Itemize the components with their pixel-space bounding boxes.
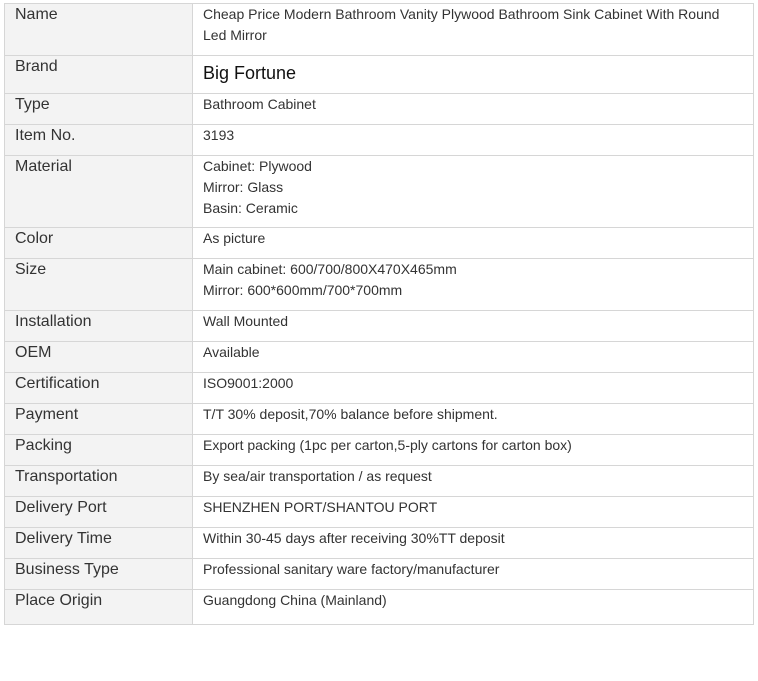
spec-label: OEM	[5, 342, 193, 373]
spec-row-transportation	[5, 466, 754, 497]
spec-value-line: Available	[203, 344, 260, 360]
spec-value-line: Mirror: Glass	[203, 179, 284, 195]
spec-value-line: Within 30-45 days after receiving 30%TT deposit	[203, 530, 505, 546]
spec-value	[193, 94, 754, 125]
spec-value-line: SHENZHEN PORT/SHANTOU PORT	[203, 499, 438, 515]
spec-label: Item No.	[5, 125, 193, 156]
spec-value	[193, 311, 754, 342]
spec-row-delivery-port	[5, 497, 754, 528]
spec-label: Type	[5, 94, 193, 125]
spec-value-line: Mirror: 600*600mm/700*700mm	[203, 282, 403, 298]
spec-label: Name	[5, 4, 193, 56]
spec-label: Material	[5, 156, 193, 228]
spec-value	[193, 4, 754, 56]
spec-value-line: T/T 30% deposit,70% balance before shipment.	[203, 406, 498, 422]
spec-label: Payment	[5, 404, 193, 435]
spec-row-item-no	[5, 125, 754, 156]
spec-value-line: Basin: Ceramic	[203, 200, 298, 216]
spec-label: Business Type	[5, 559, 193, 590]
spec-row-oem	[5, 342, 754, 373]
spec-value	[193, 342, 754, 373]
spec-row-certification	[5, 373, 754, 404]
spec-label: Brand	[5, 56, 193, 94]
spec-value	[193, 528, 754, 559]
spec-value-line: Wall Mounted	[203, 313, 289, 329]
product-spec-table	[4, 3, 754, 625]
spec-value	[193, 125, 754, 156]
spec-value-line: As picture	[203, 230, 266, 246]
spec-label: Transportation	[5, 466, 193, 497]
spec-row-business-type	[5, 559, 754, 590]
spec-value-line: Bathroom Cabinet	[203, 96, 316, 112]
spec-value	[193, 559, 754, 590]
spec-row-place-origin	[5, 590, 754, 625]
spec-label: Color	[5, 228, 193, 259]
spec-row-installation	[5, 311, 754, 342]
spec-row-color	[5, 228, 754, 259]
spec-row-size	[5, 259, 754, 311]
spec-row-packing	[5, 435, 754, 466]
spec-value-line: Cabinet: Plywood	[203, 158, 312, 174]
spec-label: Delivery Time	[5, 528, 193, 559]
spec-value	[193, 156, 754, 228]
spec-row-brand	[5, 56, 754, 94]
spec-row-payment	[5, 404, 754, 435]
spec-label: Packing	[5, 435, 193, 466]
spec-value-line: Cheap Price Modern Bathroom Vanity Plywood Bathroom Sink Cabinet With Round Led Mirror	[203, 6, 720, 43]
spec-label: Size	[5, 259, 193, 311]
spec-label: Installation	[5, 311, 193, 342]
spec-row-delivery-time	[5, 528, 754, 559]
spec-row-type	[5, 94, 754, 125]
spec-value-line: Big Fortune	[203, 63, 297, 83]
spec-value	[193, 590, 754, 625]
brand-value	[193, 56, 754, 94]
spec-row-material	[5, 156, 754, 228]
spec-value	[193, 466, 754, 497]
spec-value	[193, 259, 754, 311]
spec-value-line: 3193	[203, 127, 235, 143]
spec-value-line: ISO9001:2000	[203, 375, 294, 391]
spec-label: Delivery Port	[5, 497, 193, 528]
spec-value	[193, 435, 754, 466]
spec-value-line: Professional sanitary ware factory/manufacturer	[203, 561, 500, 577]
spec-value	[193, 497, 754, 528]
spec-value-line: Guangdong China (Mainland)	[203, 592, 387, 608]
spec-value-line: By sea/air transportation / as request	[203, 468, 432, 484]
spec-value	[193, 404, 754, 435]
spec-value-line: Main cabinet: 600/700/800X470X465mm	[203, 261, 457, 277]
spec-row-name	[5, 4, 754, 56]
spec-label: Place Origin	[5, 590, 193, 625]
spec-label: Certification	[5, 373, 193, 404]
spec-value	[193, 373, 754, 404]
spec-value-line: Export packing (1pc per carton,5-ply cartons for carton box)	[203, 437, 572, 453]
spec-value	[193, 228, 754, 259]
